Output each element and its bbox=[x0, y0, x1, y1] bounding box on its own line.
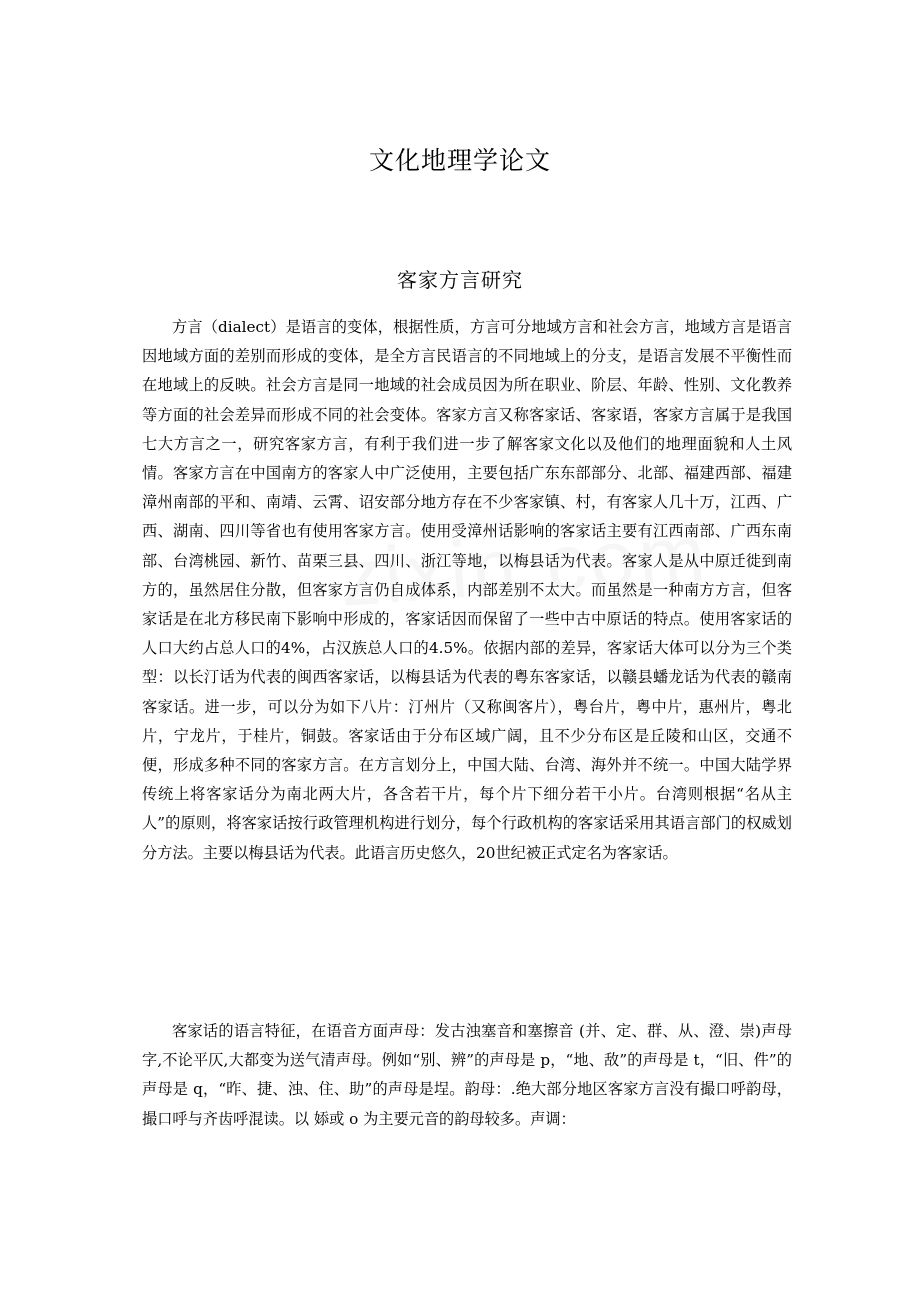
document-title: 文化地理学论文 bbox=[368, 146, 551, 175]
paragraph-dialect-overview: 方言（dialect）是语言的变体，根据性质，方言可分地域方言和社会方言，地域方言是语言因地域方面的差别而形成的变体，是全方言民语言的不同地域上的分支，是语言发展不平衡性而在地域上的反映。社会方言是同一地域的社会成员因为所在职业、阶层、年龄、性别、文化教养等方面的社会差异而形成不同的社会变体。客家方言又称客家话、客家语，客家方言属于是我国七大方言之一，研究客家方言，有利于我们进一步了解客家文化以及他们的地理面貌和人土风情。客家方言在中国南方的客家人中广泛使用，主要包括广东东部部分、北部、福建西部、福建漳州南部的平和、南靖、云霄、诏安部分地方存在不少客家镇、村，有客家人几十万，江西、广西、湖南、四川等省也有使用客家方言。使用受漳州话影响的客家话主要有江西南部、广西东南部、台湾桃园、新竹、苗栗三县、四川、浙江等地，以梅县话为代表。客家人是从中原迁徙到南方的，虽然居住分散，但客家方言仍自成体系，内部差别不太大。而虽然是一种南方方言，但客家话是在北方移民南下影响中形成的，客家话因而保留了一些中古中原话的特点。使用客家话的人口大约占总人口的4%，占汉族总人口的4.5%。依据内部的差异，客家话大体可以分为三个类型：以长汀话为代表的闽西客家话，以梅县话为代表的粤东客家话，以赣县蟠龙话为代表的赣南客家话。进一步，可以分为如下八片：汀州片（又称闽客片），粤台片，粤中片，惠州片，粤北片，宁龙片，于桂片，铜鼓。客家话由于分布区域广阔，且不少分布区是丘陵和山区，交通不便，形成多种不同的客家方言。在方言划分上，中国大陆、台湾、海外并不统一。中国大陆学界传统上将客家话分为南北两大片，各含若干片，每个片下细分若干小片。台湾则根据“名从主人”的原则，将客家话按行政管理机构进行划分，每个行政机构的客家话采用其语言部门的权威划分方法。主要以梅县话为代表。此语言历史悠久，20世纪被正式定名为客家话。 bbox=[142, 318, 792, 862]
paragraph-phonetic-features: 客家话的语言特征，在语音方面声母：发古浊塞音和塞擦音 (并、定、群、从、澄、崇)声母字,不论平仄,大都变为送气清声母。例如“别、辨”的声母是 p，“地、敌”的声母是 t，“旧、件”的声母是 q，“昨、捷、浊、住、助”的声母是埕。韵母：.绝大部分地区客家方言没有撮口呼韵母，撮口呼与齐齿呼混读。以 婖或 o 为主要元音的韵母较多。声调： bbox=[142, 1022, 792, 1128]
section-title: 客家方言研究 bbox=[397, 268, 523, 292]
